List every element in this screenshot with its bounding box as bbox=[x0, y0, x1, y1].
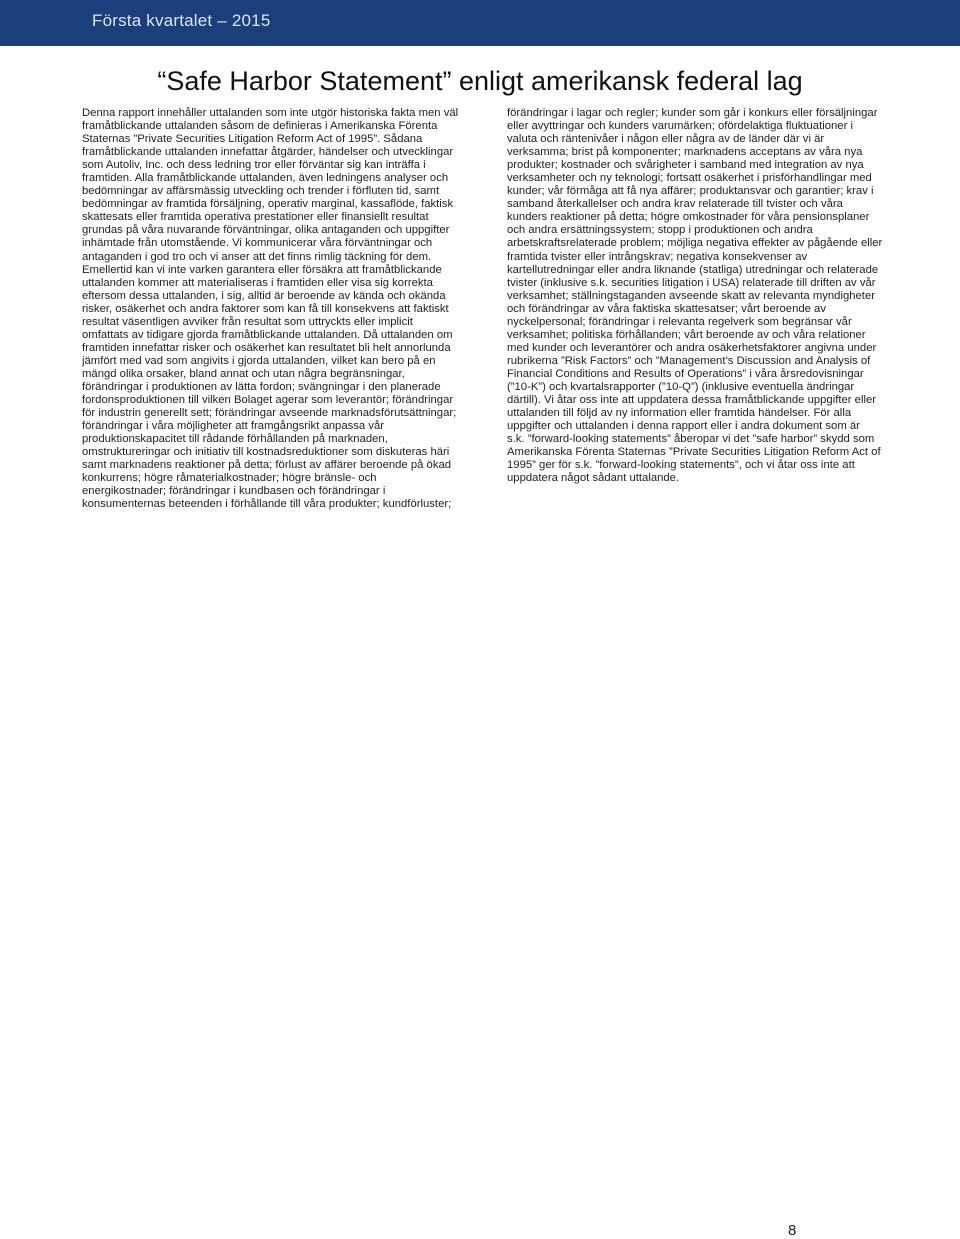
text-line: mängd olika orsaker, bland annat och utan några begränsningar, bbox=[82, 367, 405, 380]
text-line: eller avyttringar och kunders varumärken; ofördelaktiga fluktuationer i bbox=[507, 120, 853, 133]
left-text-column bbox=[82, 107, 482, 511]
text-line: framtiden innefattar risker och osäkerhet kan resultatet bli helt annorlunda bbox=[82, 341, 451, 354]
text-line: och andra ersättningssystem; stopp i produktionen och andra bbox=[507, 224, 813, 237]
text-line: risker, osäkerhet och andra faktorer som kan få till konsekvens att faktiskt bbox=[82, 302, 449, 315]
text-line: Amerikanska Förenta Staternas ”Private Securities Litigation Reform Act of bbox=[507, 446, 881, 459]
text-line: produktionskapacitet till rådande förhållanden på marknaden, bbox=[82, 433, 388, 446]
text-line: med kunder och leverantörer och andra osäkerhetsfaktorer angivna under bbox=[507, 341, 877, 354]
text-line: nyckelpersonal; förändringar i relevanta regelverk som begränsar vår bbox=[507, 315, 852, 328]
header-title: Första kvartalet – 2015 bbox=[92, 11, 271, 30]
text-line: därtill). Vi åtar oss inte att uppdatera dessa framåtblickande uppgifter eller bbox=[507, 394, 877, 407]
text-line: framtiden. Alla framåtblickande uttalanden, även ledningens analyser och bbox=[82, 172, 449, 185]
text-line: energikostnader; förändringar i kundbasen och förändringar i bbox=[82, 485, 386, 498]
text-line: jämfört med vad som angivits i gjorda uttalanden, vilket kan bero på en bbox=[82, 354, 436, 367]
text-line: förändringar i lagar och regler; kunder som går i konkurs eller försäljningar bbox=[507, 107, 878, 119]
text-line: kunder; vår förmåga att få nya affärer; produktansvar och garantier; krav i bbox=[507, 185, 874, 198]
text-line: verksamma; brist på komponenter; marknadens acceptans av våra nya bbox=[507, 146, 863, 159]
text-line: 1995” ger för s.k. ”forward-looking statements”, och vi åtar oss inte att bbox=[507, 459, 855, 472]
text-line: framåtblickande uttalanden såsom de definieras i Amerikanska Förenta bbox=[82, 120, 438, 133]
text-line: uppgifter och uttalanden i denna rapport eller i andra dokument som är bbox=[507, 420, 860, 433]
text-line: uttalanden kommer att materialiseras i framtiden eller visa sig korrekta bbox=[82, 276, 433, 289]
header-band bbox=[0, 0, 960, 46]
page-number: 8 bbox=[788, 1222, 797, 1239]
text-line: bedömningar av affärsmässig utveckling och trender i förfluten tid, samt bbox=[82, 185, 440, 198]
text-line: konsumenternas beteenden i förhållande till våra produkter; kundförluster; bbox=[82, 498, 452, 511]
text-line: resultat väsentligen avviker från resultat som uttryckts eller implicit bbox=[82, 315, 413, 328]
text-line: Emellertid kan vi inte varken garantera eller försäkra att framåtblickande bbox=[82, 263, 442, 276]
text-line: antaganden i god tro och vi anser att det finns rimlig täckning för dem. bbox=[82, 250, 432, 263]
text-line: arbetskraftsrelaterade problem; möjliga negativa effekter av pågående eller bbox=[507, 237, 883, 250]
text-line: förändringar i våra möjligheter att framgångsrikt anpassa vår bbox=[82, 420, 385, 433]
text-line: (”10-K”) och kvartalsrapporter (”10-Q”) (inklusive eventuella ändringar bbox=[507, 380, 855, 393]
text-line: kartellutredningar eller andra liknande (statliga) utredningar och relaterade bbox=[507, 263, 879, 276]
text-line: bedömningar av framtida försäljning, operativ marginal, kassaflöde, faktisk bbox=[82, 198, 454, 211]
text-line: grundas på våra nuvarande förväntningar, olika antaganden och uppgifter bbox=[82, 224, 450, 237]
text-line: omstruktureringar och initiativ till kostnadsreduktioner som diskuteras häri bbox=[82, 446, 450, 459]
text-line: och förändringar av våra faktiska skattesatser; vårt beroende av bbox=[507, 302, 826, 315]
text-line: inhämtade från utomstående. Vi kommunicerar våra förväntningar och bbox=[82, 237, 433, 250]
text-line: verksamheter och ny teknologi; fortsatt osäkerhet i prisförhandlingar med bbox=[507, 172, 872, 185]
text-line: Denna rapport innehåller uttalanden som inte utgör historiska fakta men väl bbox=[82, 107, 459, 119]
text-line: förändringar i produktionen av lätta fordon; svängningar i den planerade bbox=[82, 380, 441, 393]
text-line: verksamhet; ställningstaganden avseende skatt av relevanta myndigheter bbox=[507, 289, 875, 302]
text-line: fordonsproduktionen till vilken Bolaget agerar som leverantör; förändringar bbox=[82, 394, 454, 407]
text-line: tvister (inklusive s.k. securities litigation i USA) relaterade till driften av vår bbox=[507, 276, 876, 289]
text-line: framtida tvister eller intrångskrav; negativa konsekvenser av bbox=[507, 250, 808, 263]
text-line: produkter; kostnader och svårigheter i samband med integration av nya bbox=[507, 159, 864, 172]
text-line: rubrikerna ”Risk Factors” och ”Management’s Discussion and Analysis of bbox=[507, 354, 871, 367]
text-line: omfattats av tidigare gjorda framåtblickande uttalanden. Då uttalanden om bbox=[82, 328, 453, 341]
text-line: samt marknadens reaktioner på detta; förlust av affärer beroende på ökad bbox=[82, 459, 452, 472]
right-text-column bbox=[507, 107, 907, 485]
text-line: för industrin generellt sett; förändringar avseende marknadsförutsättningar; bbox=[82, 407, 457, 420]
page-heading: “Safe Harbor Statement” enligt amerikansk federal lag bbox=[157, 66, 803, 96]
text-line: Financial Conditions and Results of Operations” i våra årsredovisningar bbox=[507, 367, 864, 380]
text-line: valuta och räntenivåer i någon eller några av de länder där vi är bbox=[507, 133, 825, 146]
text-line: framåtblickande uttalanden innefattar åtgärder, händelser och utvecklingar bbox=[82, 146, 454, 159]
text-line: kunders reaktioner på detta; högre omkostnader för våra pensionsplaner bbox=[507, 211, 870, 224]
text-line: uppdatera något sådant uttalande. bbox=[507, 472, 680, 485]
text-line: eftersom dessa uttalanden, i sig, alltid är beroende av kända och okända bbox=[82, 289, 446, 302]
text-line: skattesats eller framtida operativa prestationer eller finansiellt resultat bbox=[82, 211, 429, 224]
text-line: samband återkallelser och andra krav relaterade till tvister och våra bbox=[507, 198, 843, 211]
text-line: Staternas ”Private Securities Litigation Reform Act of 1995”. Sådana bbox=[82, 133, 423, 146]
text-line: verksamhet; politiska förhållanden; vårt beroende av och våra relationer bbox=[507, 328, 866, 341]
text-line: uttalanden till följd av ny information eller framtida händelser. För alla bbox=[507, 407, 852, 420]
text-line: som Autoliv, Inc. och dess ledning tror eller förväntar sig kan inträffa i bbox=[82, 159, 426, 172]
text-line: s.k. ”forward-looking statements” åberopar vi det ”safe harbor” skydd som bbox=[507, 433, 875, 446]
text-line: konkurrens; högre råmaterialkostnader; högre bränsle- och bbox=[82, 472, 377, 485]
